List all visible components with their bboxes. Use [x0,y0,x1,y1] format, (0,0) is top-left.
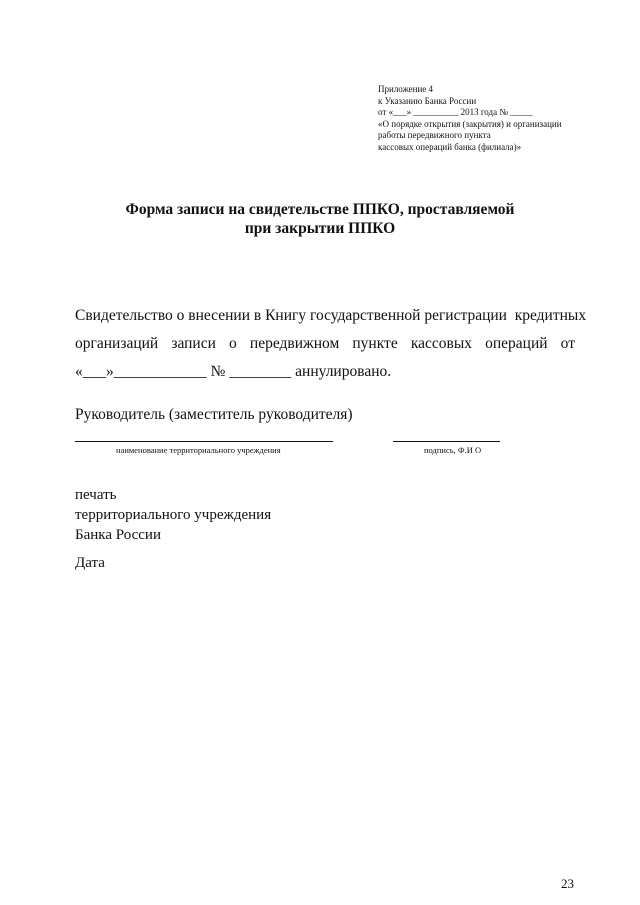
appendix-header [378,84,562,154]
page-number: 23 [561,876,574,891]
form-title [0,200,640,238]
stamp-line-2: территориального учреждения [75,507,272,523]
appendix-line-4: «О порядке открытия (закрытия) и организации [378,118,562,129]
record-text-line-1: Свидетельство о внесении в Книгу государственной регистрации кредитных [75,307,587,324]
date-label: Дата [75,555,105,571]
record-text-line-2: организаций записи о передвижном пункте кассовых операций от [75,335,575,352]
appendix-line-3: от «___» __________ 2013 года № _____ [378,107,533,118]
appendix-line-5: работы передвижного пункта [378,130,491,141]
org-name-line [75,441,333,442]
signature-line [393,441,500,442]
org-name-caption: наименование территориального учреждения [116,445,281,455]
record-text [75,302,587,386]
appendix-line-1: Приложение 4 [378,84,434,94]
stamp-line-3: Банка России [75,527,161,543]
stamp-line-1: печать [75,487,117,503]
record-text-line-3: «___»____________ № ________ аннулировано. [75,363,392,380]
head-label: Руководитель (заместитель руководителя) [75,406,353,423]
appendix-line-2: к Указанию Банка России [378,95,477,106]
form-title-line-1: Форма записи на свидетельстве ППКО, проставляемой [125,201,515,218]
stamp-block [75,485,271,545]
appendix-line-6: кассовых операций банка (филиала)» [378,141,522,152]
form-title-line-2: при закрытии ППКО [244,220,396,237]
signature-caption: подпись, Ф.И О [424,445,482,455]
